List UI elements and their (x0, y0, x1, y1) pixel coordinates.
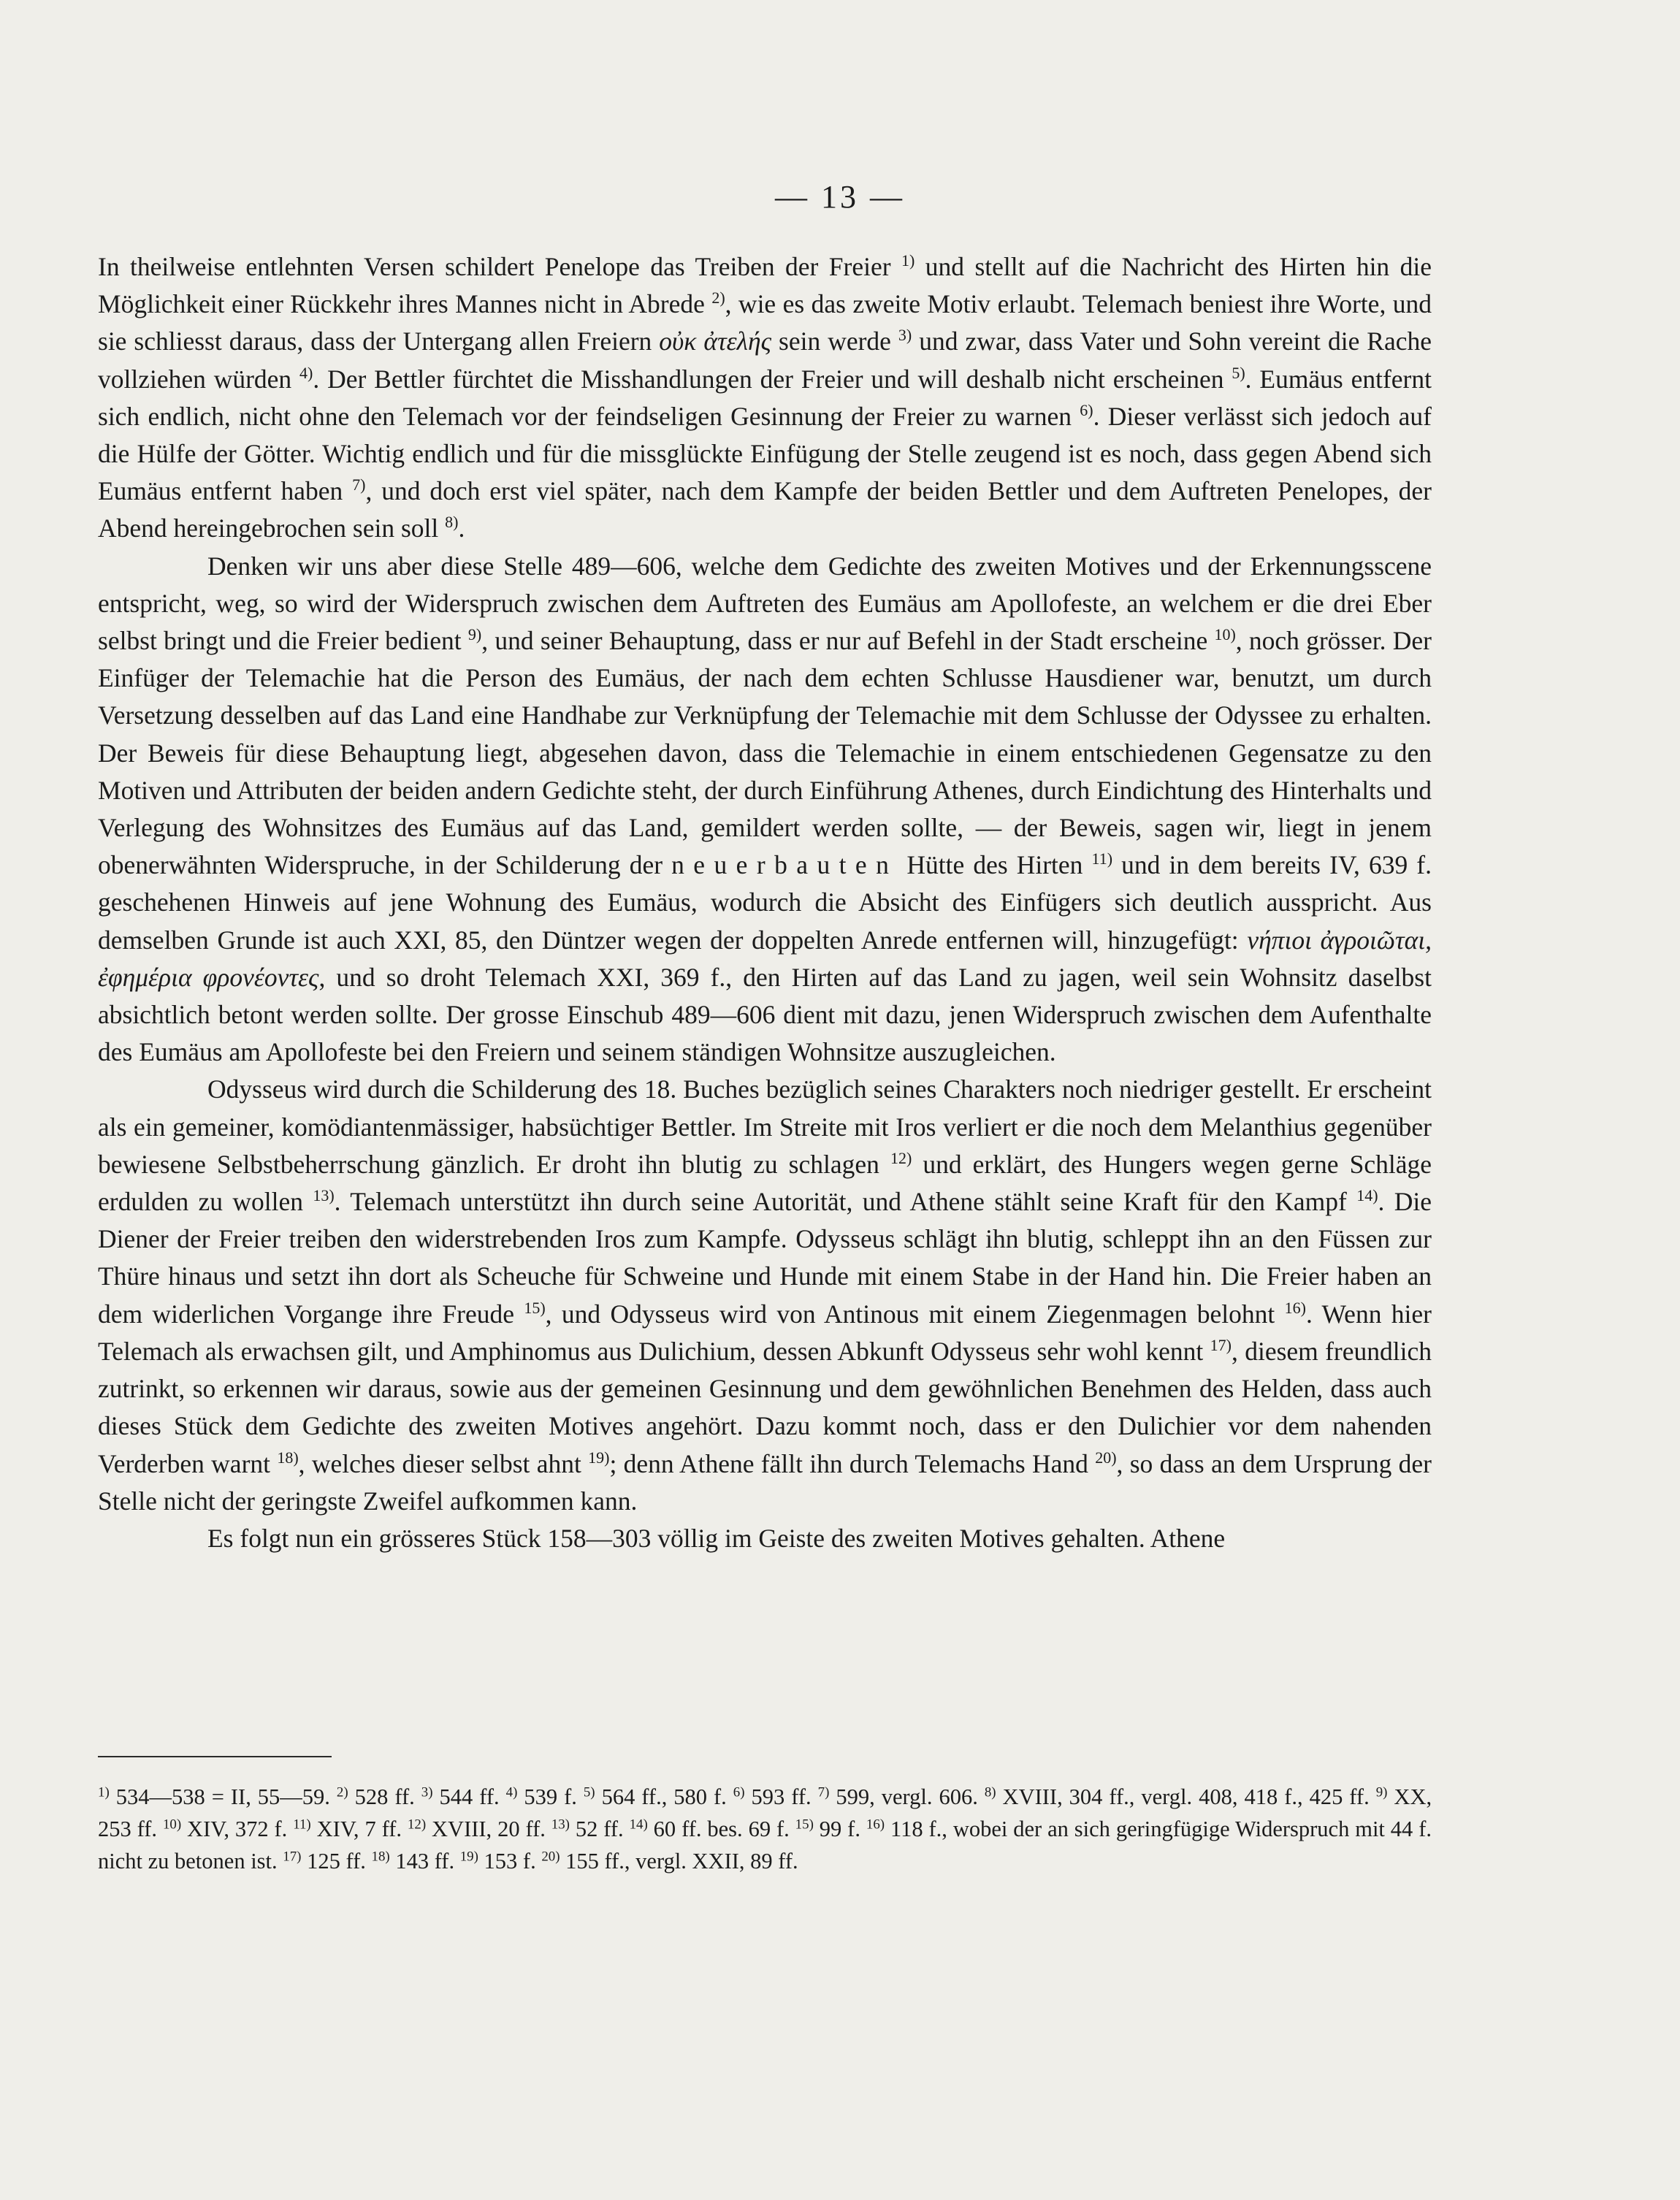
footnote (421, 1784, 500, 1809)
footnote-number: 7) (817, 1784, 830, 1800)
footnote-text: 155 ff., vergl. XXII, 89 ff. (560, 1849, 798, 1874)
footnote-number: 9) (1375, 1784, 1388, 1800)
text-run: und zwar, dass Vater und Sohn vereint die Rache vollziehen würden (98, 326, 1432, 394)
footnote-text: XVIII, 304 ff., vergl. 408, 418 f., 425 ff. (996, 1784, 1370, 1809)
paragraph (98, 1520, 1432, 1557)
footnote (506, 1784, 577, 1809)
emphasized-word: neuerbauten (671, 850, 898, 880)
text-run: , und so droht Telemach XXI, 369 f., den Hirten auf das Land zu jagen, weil sein Wohnsitz daselbst absichtlich betont werden sollte. Der grosse Einschub 489—606 dient mit dazu, jenen Widerspruch zwischen dem Aufenthalte des Eumäus am Apollofeste bei den Freiern und seinem ständigen Wohnsitze auszugleichen. (98, 962, 1432, 1067)
footnote-ref: 6) (1080, 400, 1093, 419)
footnote (541, 1849, 798, 1874)
text-run: , wie es das zweite Motiv erlaubt. Telemach beniest ihre Worte, und sie schliesst daraus, dass der Untergang allen Freiern (98, 289, 1432, 356)
body-text (98, 248, 1432, 1557)
footnote (733, 1784, 812, 1809)
footnote-ref: 20) (1095, 1448, 1117, 1467)
footnote-number: 15) (795, 1817, 814, 1833)
footnote-text: XVIII, 20 ff. (426, 1817, 546, 1841)
footnote-ref: 13) (313, 1185, 335, 1204)
text-run: und in dem bereits IV, 639 f. geschehenen Hinweis auf jene Wohnung des Eumäus, wodurch die Absicht des Einfügers sich deutlich ausspricht. Aus demselben Grunde ist auch XXI, 85, den Düntzer wegen der doppelten Anrede entfernen will, hinzugefügt: (98, 850, 1432, 955)
footnote-ref: 5) (1232, 363, 1245, 382)
text-run: Denken wir uns aber diese Stelle 489—606, welche dem Gedichte des zweiten Motives und der Erkennungsscene entspricht, weg, so wird der Widerspruch zwischen dem Auftreten des Eumäus am Apollofeste, an welchem er die drei Eber selbst bringt und die Freier bedient (98, 551, 1432, 656)
text-run: , und seiner Behauptung, dass er nur auf Befehl in der Stadt erscheine (481, 626, 1215, 656)
footnote-ref: 2) (711, 289, 725, 307)
footnote-text: XIV, 372 f. (181, 1817, 288, 1841)
text-run: Odysseus wird durch die Schilderung des 18. Buches bezüglich seines Charakters noch niedriger gestellt. Er erscheint als ein gemeiner, komödiantenmässiger, habsüchtiger Bettler. Im Streite mit Iros verliert er die noch dem Melanthius gegenüber bewiesene Selbstbeherrschung gänzlich. Er droht ihn blutig zu schlagen (98, 1074, 1432, 1179)
footnote-text: 544 ff. (432, 1784, 500, 1809)
text-run: Es folgt nun ein grösseres Stück 158—303 völlig im Geiste des zweiten Motives gehalten. Athene (207, 1523, 1226, 1553)
footnote-number: 2) (336, 1784, 348, 1800)
footnote (293, 1817, 402, 1841)
paragraph (98, 248, 1432, 548)
footnote-text: 564 ff., 580 f. (595, 1784, 727, 1809)
text-run: , noch grösser. Der Einfüger der Telemachie hat die Person des Eumäus, der nach dem echten Schlusse Hausdiener war, benutzt, um durch Versetzung desselben auf das Land eine Handhabe zur Verknüpfung der Telemachie mit dem Schlusse der Odyssee zu erhalten. Der Beweis für diese Behauptung liegt, abgesehen davon, dass die Telemachie in einem entschiedenen Gegensatze zu den Motiven und Attributen der beiden andern Gedichte steht, der durch Einführung Athenes, durch Eindichtung des Hinterhalts und Verlegung des Wohnsitzes des Eumäus auf das Land, gemildert werden sollte, — der Beweis, sagen wir, liegt in jenem obenerwähnten Widerspruche, in der Schilderung der (98, 626, 1432, 880)
footnote (371, 1849, 454, 1874)
footnote-ref: 9) (467, 625, 482, 643)
footnote-number: 5) (583, 1784, 595, 1800)
text-run: . Telemach unterstützt ihn durch seine Autorität, und Athene stählt seine Kraft für den Kampf (334, 1187, 1357, 1217)
footnote-ref: 10) (1214, 625, 1236, 643)
footnote-number: 17) (283, 1849, 302, 1865)
footnote-number: 18) (371, 1849, 390, 1865)
text-run: , und doch erst viel später, nach dem Kampfe der beiden Bettler und dem Auftreten Penelopes, der Abend hereingebrochen sein soll (98, 476, 1432, 543)
footnote-separator (98, 1756, 332, 1757)
text-run: . Dieser verlässt sich jedoch auf die Hülfe der Götter. Wichtig endlich und für die missglückte Einfügung der Stelle zeugend ist es noch, dass gegen Abend sich Eumäus entfernt haben (98, 401, 1432, 506)
footnote-ref: 15) (524, 1298, 546, 1317)
footnote-number: 6) (733, 1784, 745, 1800)
footnote-number: 19) (459, 1849, 478, 1865)
footnote-number: 8) (984, 1784, 996, 1800)
greek-quote: οὐκ ἀτελής (659, 326, 772, 356)
footnote (283, 1849, 366, 1874)
footnote-ref: 17) (1210, 1335, 1232, 1354)
footnote (98, 1784, 330, 1809)
text-run: ; denn Athene fällt ihn durch Telemachs Hand (609, 1448, 1096, 1478)
footnote-text: 599, vergl. 606. (829, 1784, 978, 1809)
footnote-text: 99 f. (813, 1817, 860, 1841)
footnote-ref: 11) (1091, 849, 1113, 868)
footnote-number: 12) (407, 1817, 427, 1833)
footnote-text: XX, 253 ff. (98, 1784, 1432, 1841)
footnote-number: 10) (162, 1817, 182, 1833)
footnote-number: 14) (629, 1817, 648, 1833)
footnote-ref: 18) (277, 1448, 299, 1467)
footnote (163, 1817, 287, 1841)
footnote-text: 534—538 = II, 55—59. (109, 1784, 330, 1809)
footnote-number: 13) (551, 1817, 570, 1833)
text-run: , und Odysseus wird von Antinous mit einem Ziegenmagen belohnt (545, 1299, 1285, 1329)
footnote-number: 20) (541, 1849, 560, 1865)
footnote-ref: 7) (352, 475, 366, 494)
text-run: . Die Diener der Freier treiben den widerstrebenden Iros zum Kampfe. Odysseus schlägt ihn blutig, schleppt ihn an den Füssen zur Thüre hinaus und setzt ihn dort als Scheuche für Schweine und Hunde mit einem Stabe in der Hand hin. Die Freier haben an dem widerlichen Vorgange ihre Freude (98, 1187, 1432, 1329)
footnote-ref: 4) (299, 363, 313, 382)
text-run: Hütte des Hirten (898, 850, 1092, 880)
footnote-ref: 3) (898, 326, 912, 345)
paragraph (98, 548, 1432, 1072)
footnote-number: 16) (866, 1817, 885, 1833)
footnote-text: 118 f., wobei der an sich geringfügige Widerspruch mit 44 f. nicht zu betonen ist. (98, 1817, 1432, 1874)
footnote (818, 1784, 978, 1809)
text-run: . Der Bettler fürchtet die Misshandlungen der Freier und will deshalb nicht erscheinen (313, 364, 1232, 394)
footnote-number: 11) (293, 1817, 311, 1833)
footnote (795, 1817, 860, 1841)
text-run: und stellt auf die Nachricht des Hirten hin die Möglichkeit einer Rückkehr ihres Mannes nicht in Abrede (98, 252, 1432, 319)
footnote-text: 60 ff. bes. 69 f. (647, 1817, 790, 1841)
paragraph (98, 1071, 1432, 1519)
page-number: — 13 — (775, 179, 905, 215)
footnote-text: 143 ff. (389, 1849, 455, 1874)
footnote (985, 1784, 1370, 1809)
footnote (630, 1817, 790, 1841)
footnote-ref: 8) (445, 513, 459, 532)
footnote-text: 528 ff. (348, 1784, 415, 1809)
text-run: , diesem freundlich zutrinkt, so erkennen wir daraus, sowie aus der gemeinen Gesinnung und dem gewöhnlichen Benehmen des Helden, dass auch dieses Stück dem Gedichte des zweiten Motives angehört. Dazu kommt noch, dass er den Dulichier vor dem nahenden Verderben warnt (98, 1336, 1432, 1478)
footnote-text: 539 f. (517, 1784, 577, 1809)
footnote (551, 1817, 624, 1841)
text-run: . (458, 513, 465, 543)
footnote-number: 1) (98, 1784, 110, 1800)
footnote-text: XIV, 7 ff. (310, 1817, 402, 1841)
text-run: und erklärt, des Hungers wegen gerne Schläge erdulden zu wollen (98, 1149, 1432, 1217)
footnote-text: 125 ff. (301, 1849, 366, 1874)
footnote-number: 4) (505, 1784, 518, 1800)
footnote (584, 1784, 727, 1809)
footnote-text: 593 ff. (744, 1784, 812, 1809)
text-run: , welches dieser selbst ahnt (298, 1448, 589, 1478)
text-run: sein werde (771, 326, 898, 356)
footnote-text: 52 ff. (569, 1817, 624, 1841)
text-run: In theilweise entlehnten Versen schildert Penelope das Treiben der Freier (98, 252, 902, 281)
text-run: . Wenn hier Telemach als erwachsen gilt, und Amphinomus aus Dulichium, dessen Abkunft Odysseus sehr wohl kennt (98, 1299, 1432, 1366)
footnote-text: 153 f. (478, 1849, 536, 1874)
footnote-ref: 12) (890, 1148, 912, 1167)
footnote (408, 1817, 546, 1841)
footnote (337, 1784, 415, 1809)
footnote (460, 1849, 536, 1874)
footnote-ref: 16) (1284, 1298, 1306, 1317)
footnote-ref: 1) (901, 251, 915, 270)
text-run: . Eumäus entfernt sich endlich, nicht ohne den Telemach vor der feindseligen Gesinnung der Freier zu warnen (98, 364, 1432, 431)
footnote-ref: 19) (588, 1448, 610, 1467)
footnote-number: 3) (421, 1784, 433, 1800)
footnote-ref: 14) (1356, 1185, 1378, 1204)
footnotes (98, 1781, 1432, 1877)
greek-quote: νήπιοι ἀγροιῶται, ἐφημέρια φρονέοντες (98, 925, 1432, 992)
text-run: , so dass an dem Ursprung der Stelle nicht der geringste Zweifel aufkommen kann. (98, 1448, 1432, 1516)
